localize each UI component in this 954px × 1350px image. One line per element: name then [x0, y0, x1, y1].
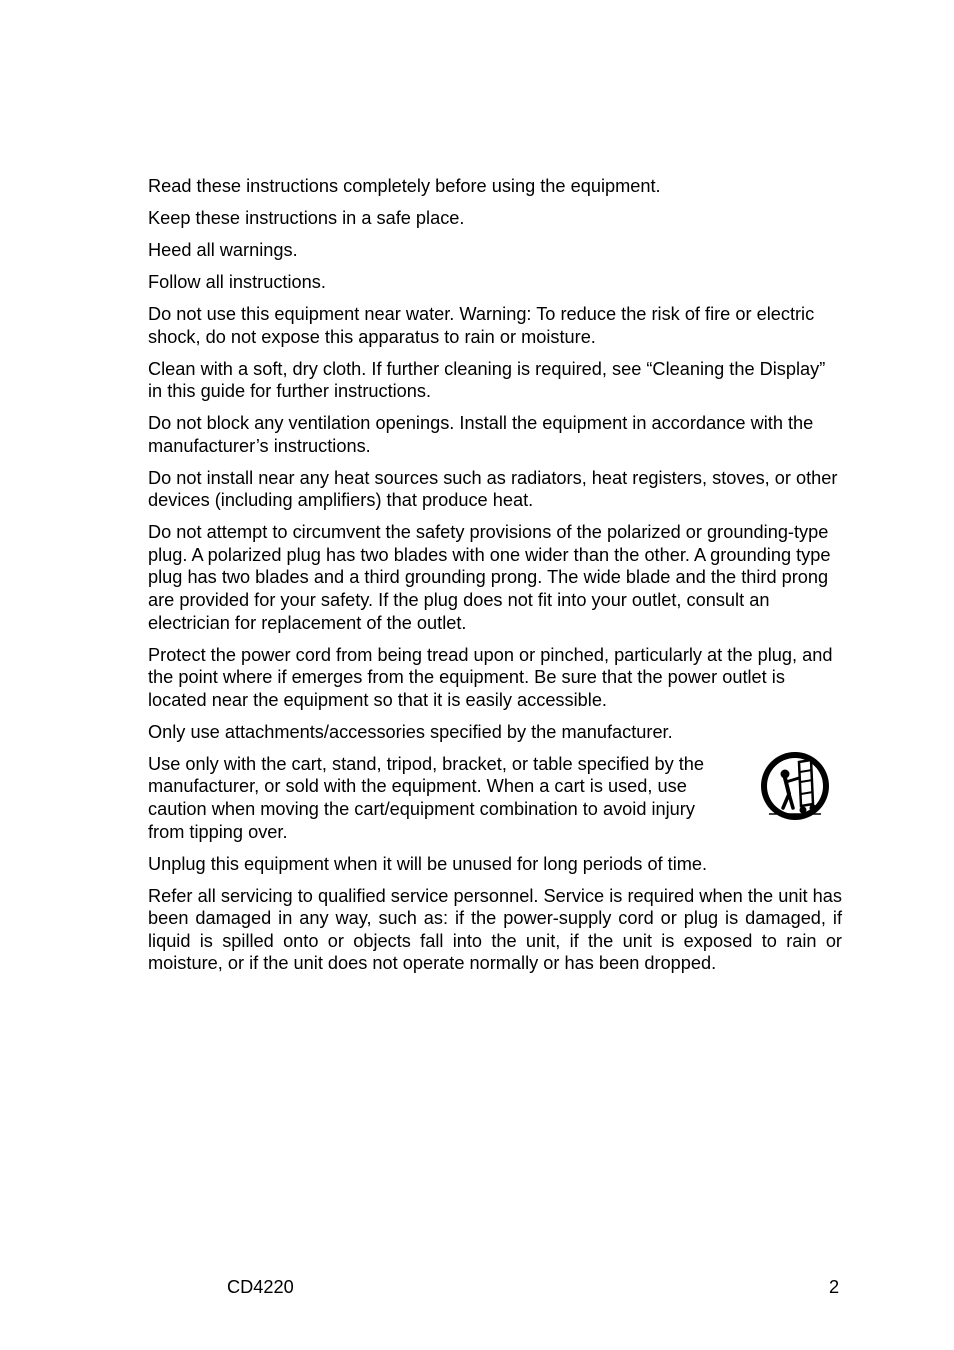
instruction-keep: Keep these instructions in a safe place.: [148, 207, 465, 228]
instruction-ventilation: Do not block any ventilation openings. Install the equipment in accordance with the manufacturer’s instructions.: [148, 413, 814, 456]
safety-instructions: [148, 175, 842, 984]
cart-instruction-row: [148, 753, 842, 843]
instruction-follow: Follow all instructions.: [148, 271, 326, 292]
instruction-attachments: Only use attachments/accessories specified by the manufacturer.: [148, 721, 673, 742]
instruction-cart: Use only with the cart, stand, tripod, bracket, or table specified by the manufacturer, or sold with the equipment. When a cart is used, use caution when moving the cart/equipment combination to avoid injury from tipping over.: [148, 753, 705, 842]
instruction-polarized-plug: Do not attempt to circumvent the safety provisions of the polarized or grounding-type plug. A polarized plug has two blades with one wider than the other. A grounding type plug has two blades and a third grounding prong. The wide blade and the third prong are provided for your safety. If the plug does not fit into your outlet, consult an electrician for replacement of the outlet.: [148, 522, 831, 633]
instruction-unplug: Unplug this equipment when it will be unused for long periods of time.: [148, 853, 708, 874]
cart-tip-over-warning-icon: [759, 750, 831, 822]
footer-page-number: 2: [829, 1277, 840, 1297]
instruction-read: Read these instructions completely before using the equipment.: [148, 176, 661, 196]
instruction-water: Do not use this equipment near water. Warning: To reduce the risk of fire or electric shock, do not expose this apparatus to rain or moisture.: [148, 303, 815, 347]
instruction-heat-sources: Do not install near any heat sources such as radiators, heat registers, stoves, or other devices (including amplifiers) that produce heat.: [148, 467, 838, 511]
instruction-power-cord: Protect the power cord from being tread upon or pinched, particularly at the plug, and the point where if emerges from the equipment. Be sure that the power outlet is located near the equipment so that it is easily accessible.: [148, 644, 833, 710]
instruction-servicing: Refer all servicing to qualified service personnel. Service is required when the unit has been damaged in any way, such as: if the power-supply cord or plug is damaged, if liquid is spilled onto or objects fall into the unit, if the unit is exposed to rain or moisture, or if the unit does not operate normally or has been dropped.: [148, 885, 842, 974]
footer-model-number: CD4220: [227, 1277, 294, 1297]
instruction-cleaning: Clean with a soft, dry cloth. If further cleaning is required, see “Cleaning the Display” in this guide for further instructions.: [148, 358, 826, 402]
instruction-heed-warnings: Heed all warnings.: [148, 239, 298, 260]
